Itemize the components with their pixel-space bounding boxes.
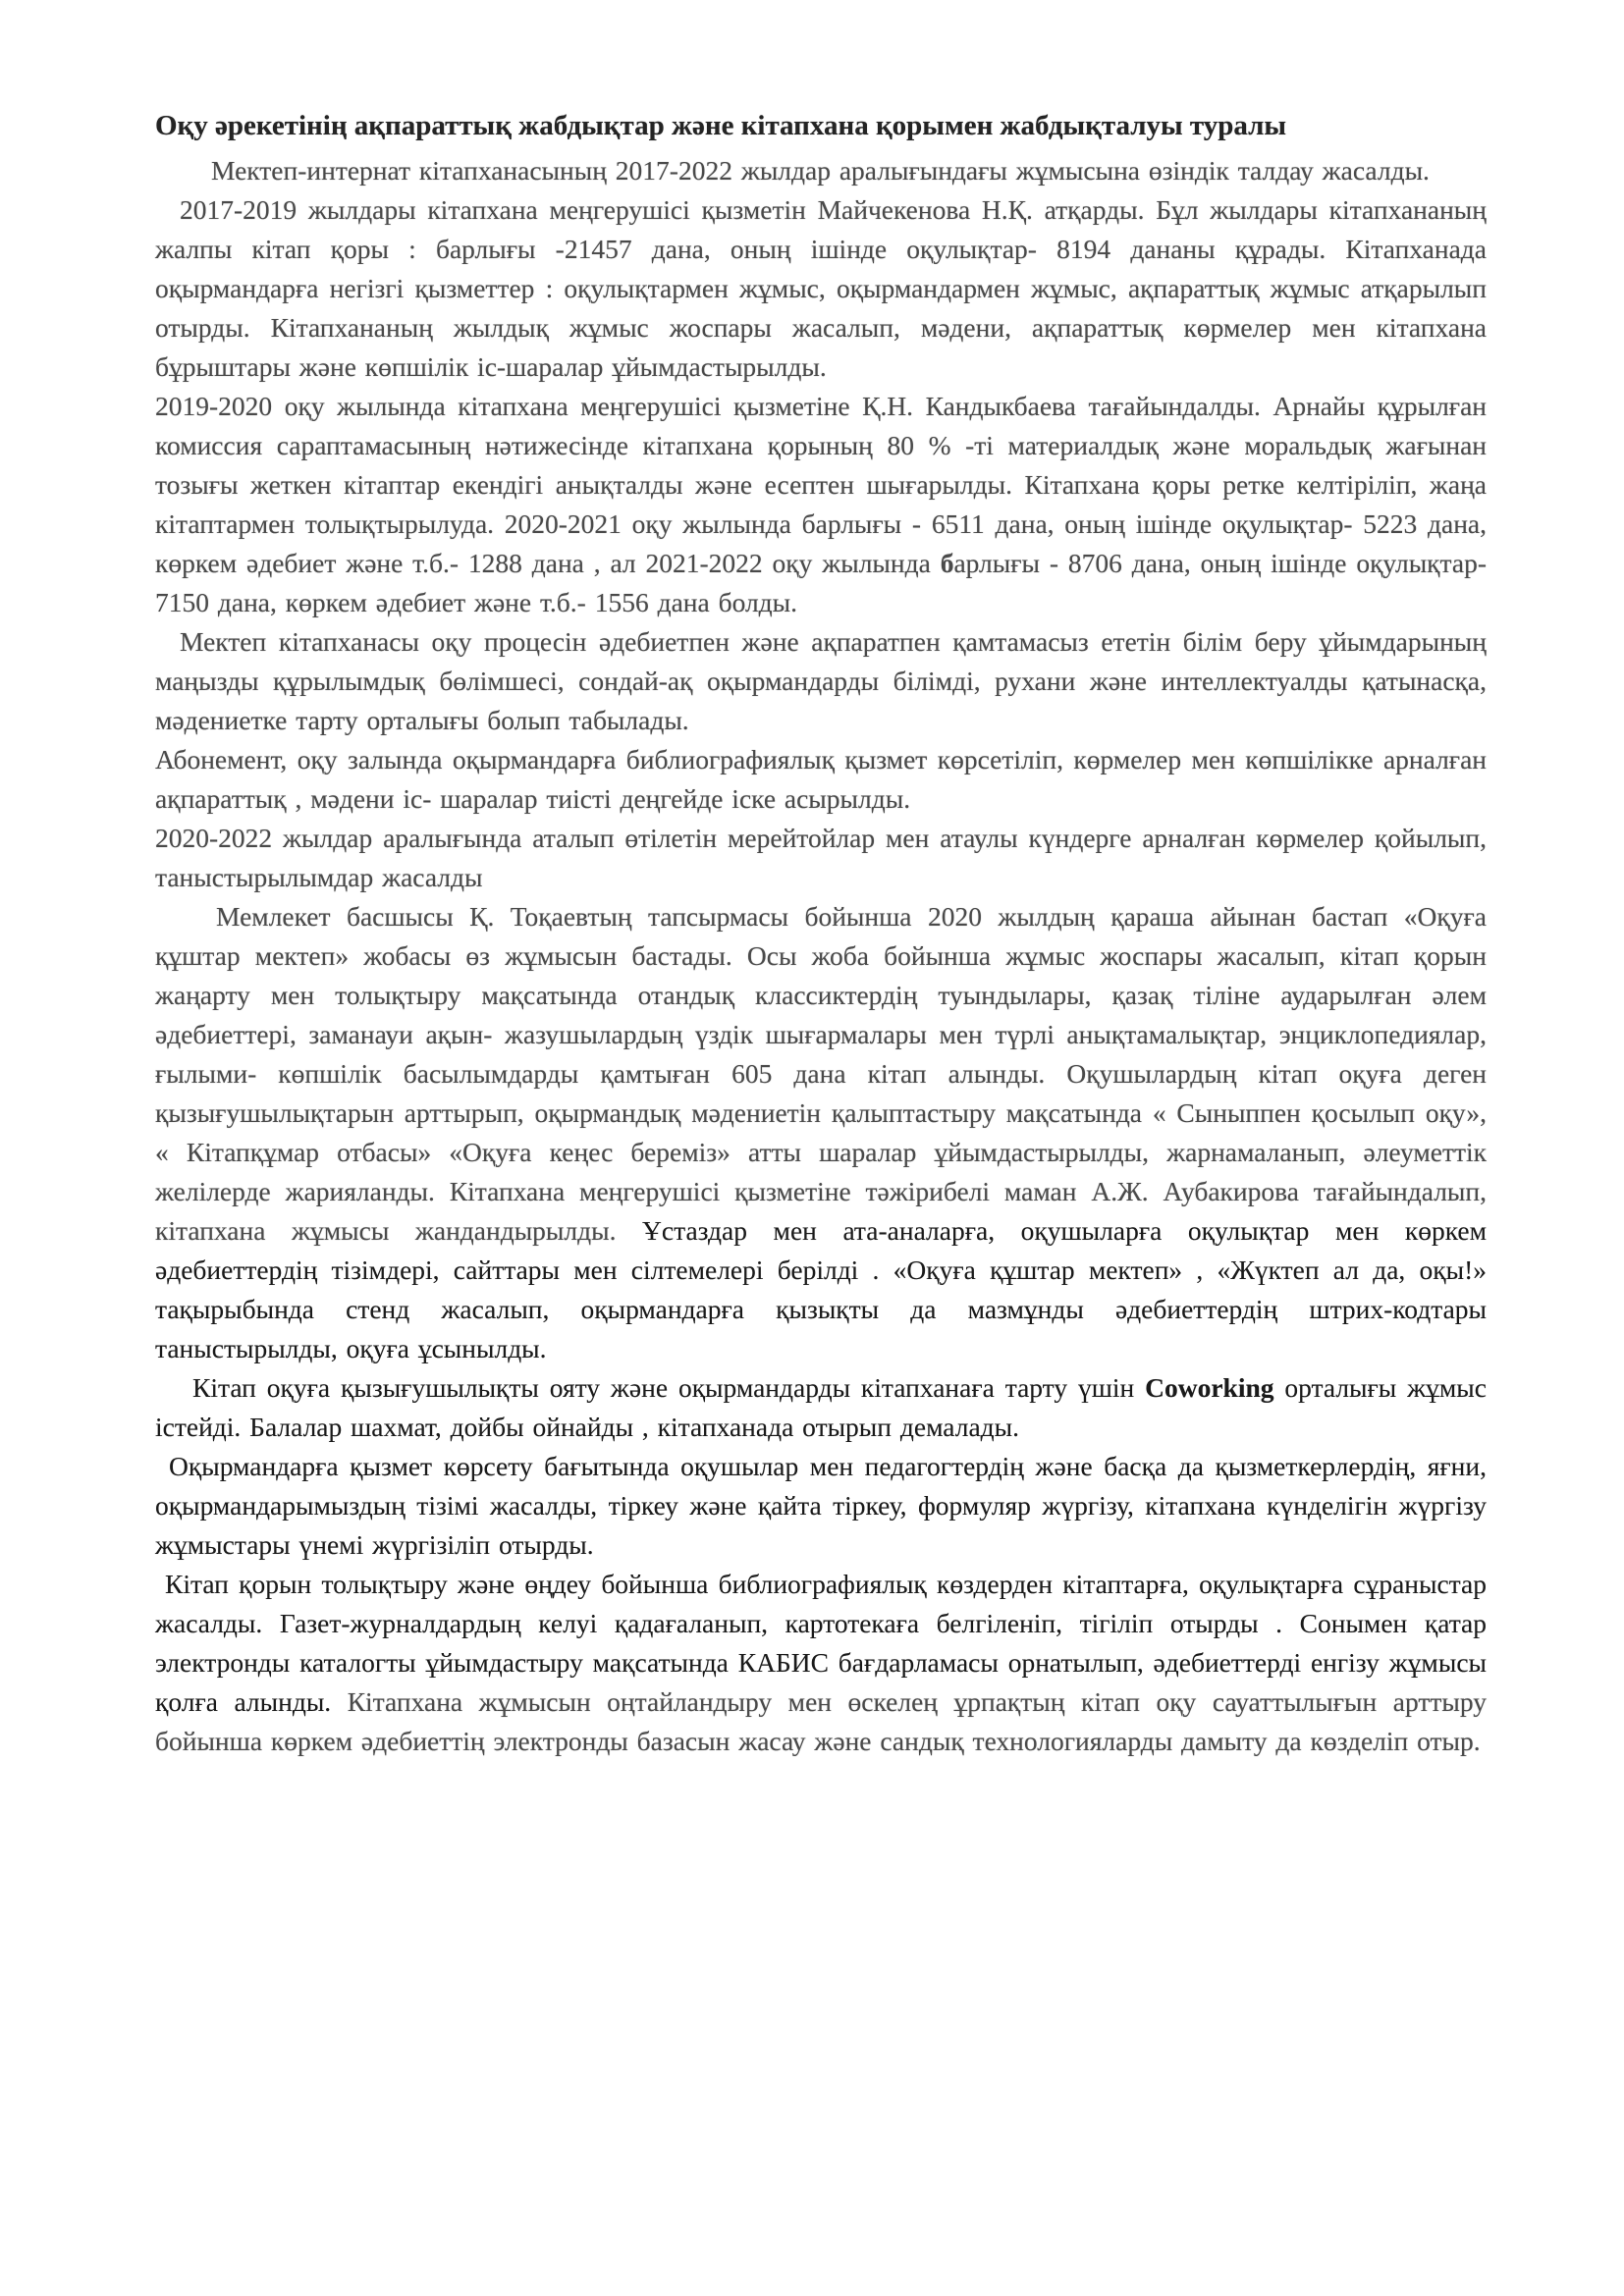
paragraph-text: 2020-2022 жылдар аралығында аталып өтілетін мерейтойлар мен атаулы күндерге арналған көрмелер қойылып, таныстырылымдар жасалды [155, 823, 1487, 892]
paragraph-text: орталығы жұмыс істейді. Балалар шахмат, дойбы ойнайды , кітапханада отырып демалады. [155, 1372, 1487, 1442]
paragraph-2017-2019 [155, 190, 1487, 387]
paragraph-library-role [155, 622, 1487, 740]
paragraph-text: 2017-2019 жылдары кітапхана меңгерушісі қызметін Майчекенова Н.Қ. атқарды. Бұл жылдары кітапхананың жалпы кітап қоры : барлығы -21457 дана, оның ішінде оқулықтар- 8194 дананы құрады. Кітапханада оқырмандарға негізгі қызметтер : оқулықтармен жұмыс, оқырмандармен жұмыс, ақпараттық жұмыс атқарылып отырды. Кітапхананың жылдық жұмыс жоспары жасалып, мәдени, ақпараттық көрмелер мен кітапхана бұрыштары және көпшілік іс-шаралар ұйымдастырылды. [155, 194, 1487, 382]
paragraph-fund-replenishment [155, 1565, 1487, 1761]
paragraph-text-bold: б [940, 548, 954, 578]
paragraph-text-bold: Coworking [1145, 1372, 1274, 1403]
paragraph-reader-service [155, 1447, 1487, 1565]
paragraph-2020-2022-events [155, 819, 1487, 897]
paragraph-text: 2019-2020 оқу жылында кітапхана меңгерушісі қызметіне Қ.Н. Кандыкбаева тағайындалды. Арнайы құрылған комиссия сараптамасының нәтижесінде кітапхана қорының 80 % -ті материалдық және моральдық жағынан тозығы жеткен кітаптар екендігі анықталды және есептен шығарылды. Кітапхана қоры ретке келтіріліп, жаңа кітаптармен толықтырылуда. 2020-2021 оқу жылында барлығы - 6511 дана, оның ішінде оқулықтар- 5223 дана, көркем әдебиет және т.б.- 1288 дана , ал 2021-2022 оқу жылында [155, 391, 1487, 578]
paragraph-text-dark: Ұстаздар мен ата-аналарға, оқушыларға оқулықтар мен көркем әдебиеттердің тізімдері, сайттары мен сілтемелері берілді . «Оқуға құштар мектеп» , «Жүктеп ал да, оқы!» тақырыбында стенд жасалып, оқырмандарға қызықты да мазмұнды әдебиеттердің штрих-кодтары таныстырылды, оқуға ұсынылды. [155, 1215, 1487, 1363]
paragraph-text: арлығы - 8706 дана, оның ішінде оқулықтар- 7150 дана, көркем әдебиет және т.б.- 1556 дана болды. [155, 548, 1488, 617]
paragraph-coworking [155, 1368, 1487, 1447]
paragraph-project-reading-school [155, 897, 1487, 1368]
paragraph-2019-2020 [155, 387, 1487, 622]
paragraph-text-dark: Кітап қорын толықтыру және өңдеу бойынша библиографиялық көздерден кітаптарға, оқулықтарға сұраныстар жасалды. Газет-журналдардың келуі қадағаланып, картотекаға белгіленіп, тігіліп отырды . Сонымен қатар электронды каталогты ұйымдастыру мақсатында КАБИС бағдарламасы орнатылып, әдебиеттерді енгізу жұмысы қолға алынды. [155, 1569, 1487, 1717]
paragraph-self-analysis [155, 151, 1487, 190]
paragraph-text: Кітапхана жұмысын оңтайландыру мен өскелең ұрпақтың кітап оқу сауаттылығын арттыру бойынша көркем әдебиеттің электронды базасын жасау және сандық технологияларды дамыту да көзделіп отыр. [155, 1686, 1487, 1756]
paragraph-text: Мектеп-интернат кітапханасының 2017-2022 жылдар аралығындағы жұмысына өзіндік талдау жасалды. [211, 155, 1430, 186]
document-content [155, 104, 1487, 1761]
paragraph-text: Мемлекет басшысы Қ. Тоқаевтың тапсырмасы бойынша 2020 жылдың қараша айынан бастап «Оқуға құштар мектеп» жобасы өз жұмысын бастады. Осы жоба бойынша жұмыс жоспары жасалып, кітап қорын жаңарту мен толықтыру мақсатында отандық классиктердің туындылары, қазақ тіліне аударылған әлем әдебиеттері, заманауи ақын- жазушылардың үздік шығармалары мен түрлі анықтамалықтар, энциклопедиялар, ғылыми- көпшілік басылымдарды қамтыған 605 дана кітап алынды. Оқушылардың кітап оқуға деген қызығушылықтарын арттырып, оқырмандық мәдениетін қалыптастыру мақсатында « Сыныппен қосылып оқу», « Кітапқұмар отбасы» «Оқуға кеңес береміз» атты шаралар ұйымдастырылды, жарнамаланып, әлеуметтік желілерде жарияланды. Кітапхана меңгерушісі қызметіне тәжірибелі маман А.Ж. Аубакирова тағайындалып, кітапхана жұмысы жандандырылды. [155, 901, 1487, 1246]
paragraph-text: Мектеп кітапханасы оқу процесін әдебиетпен және ақпаратпен қамтамасыз ететін білім беру ұйымдарының маңызды құрылымдық бөлімшесі, сондай-ақ оқырмандарды білімді, рухани және интеллектуалды қатынасқа, мәдениетке тарту орталығы болып табылады. [155, 626, 1487, 735]
paragraph-abonement [155, 740, 1487, 819]
document-title: Оқу әрекетінің ақпараттық жабдықтар және кітапхана қорымен жабдықталуы туралы [155, 110, 1287, 141]
paragraph-text: Оқырмандарға қызмет көрсету бағытында оқушылар мен педагогтердің және басқа да қызметкерлердің, яғни, оқырмандарымыздың тізімі жасалды, тіркеу және қайта тіркеу, формуляр жүргізу, кітапхана күнделігін жүргізу жұмыстары үнемі жүргізіліп отырды. [155, 1451, 1487, 1560]
paragraph-text: Абонемент, оқу залында оқырмандарға библиографиялық қызмет көрсетіліп, көрмелер мен көпшілікке арналған ақпараттық , мәдени іс- шаралар тиісті деңгейде іске асырылды. [155, 744, 1487, 814]
paragraph-text: Кітап оқуға қызығушылықты ояту және оқырмандарды кітапханаға тарту үшін [192, 1372, 1146, 1403]
